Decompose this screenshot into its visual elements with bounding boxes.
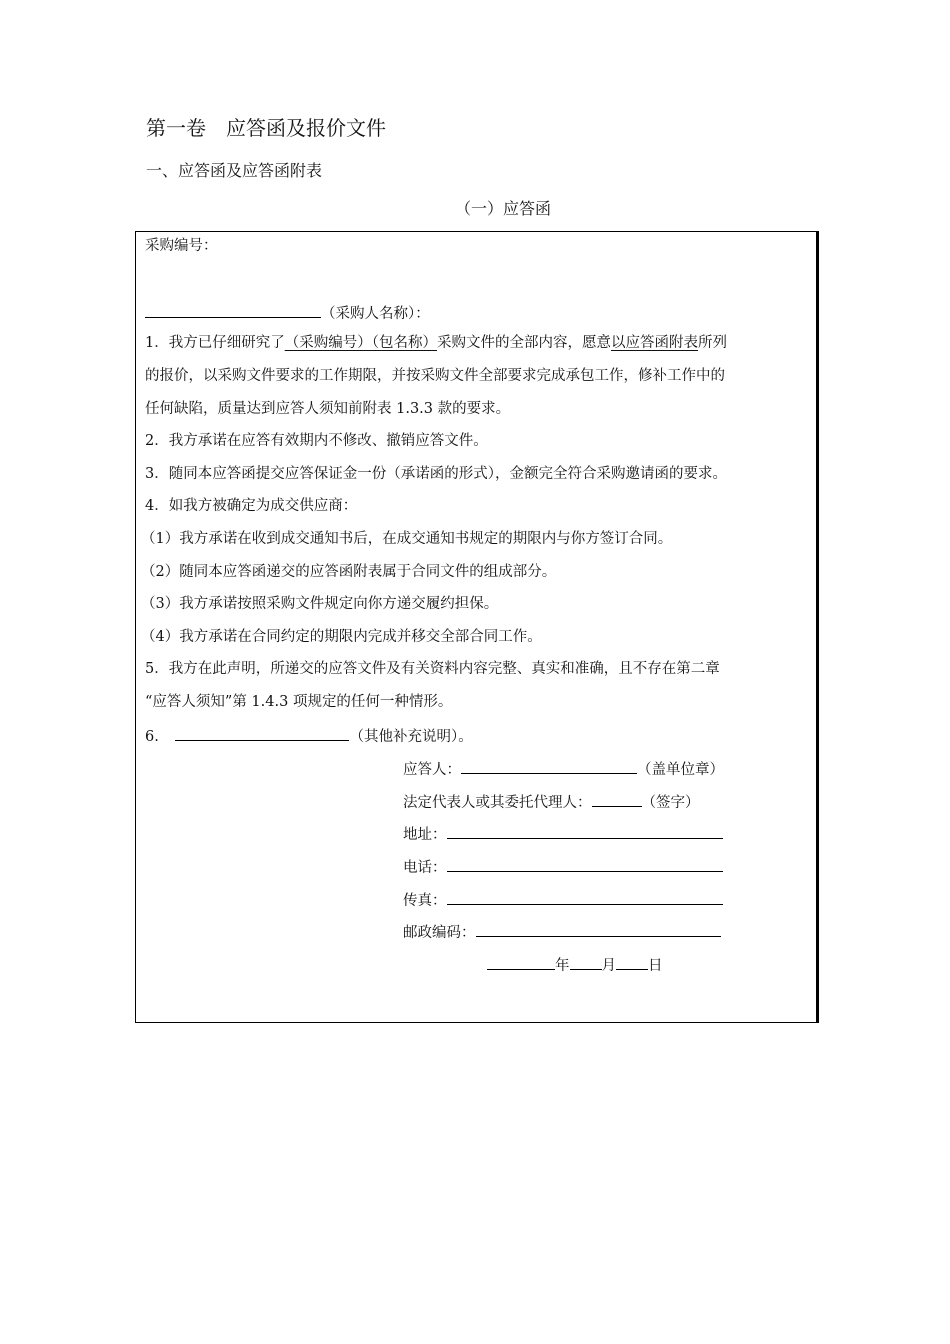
fax-row: 传真：: [403, 888, 723, 911]
postcode-row: 邮政编码：: [403, 920, 721, 943]
paragraph-1-line-2: 的报价，以采购文件要求的工作期限，并按采购文件全部要求完成承包工作，修补工作中的: [145, 368, 725, 384]
respondent-blank[interactable]: [461, 757, 637, 774]
paragraph-6: 6. （其他补充说明）。: [145, 724, 473, 747]
volume-name: 应答函及报价文件: [226, 116, 386, 140]
phone-blank[interactable]: [447, 855, 723, 872]
phone-row: 电话：: [403, 855, 723, 878]
subsection-title: （一）应答函: [454, 199, 551, 218]
date-row: 年 月 日: [487, 953, 663, 976]
address-row: 地址：: [403, 822, 723, 845]
paragraph-4-item-4: （4）我方承诺在合同约定的期限内完成并移交全部合同工作。: [141, 629, 542, 645]
year-blank[interactable]: [487, 953, 555, 970]
representative-row: 法定代表人或其委托代理人： （签字）: [403, 790, 700, 813]
day-blank[interactable]: [616, 953, 648, 970]
addressee-line: [145, 301, 430, 324]
month-blank[interactable]: [570, 953, 602, 970]
fax-blank[interactable]: [447, 888, 723, 905]
purchase-no-package-placeholder: （采购编号）（包名称）: [284, 335, 437, 351]
appendix-reference: 以应答函附表: [610, 335, 698, 351]
paragraph-5-line-1: 5．我方在此声明，所递交的应答文件及有关资料内容完整、真实和准确，且不存在第二章: [145, 661, 720, 677]
paragraph-2: 2．我方承诺在应答有效期内不修改、撤销应答文件。: [145, 433, 488, 449]
section-title: 一、应答函及应答函附表: [146, 161, 323, 180]
paragraph-3: 3．随同本应答函提交应答保证金一份（承诺函的形式），金额完全符合采购邀请函的要求。: [145, 466, 727, 482]
postcode-blank[interactable]: [476, 920, 721, 937]
paragraph-5-line-2: “应答人须知”第 1.4.3 项规定的任何一种情形。: [145, 694, 453, 710]
respondent-row: 应答人： （盖单位章）: [403, 757, 724, 780]
addressee-suffix: （采购人名称）：: [321, 306, 430, 322]
address-blank[interactable]: [447, 822, 723, 839]
paragraph-4-item-2: （2）随同本应答函递交的应答函附表属于合同文件的组成部分。: [141, 564, 557, 580]
supplementary-note-blank[interactable]: [175, 724, 349, 741]
volume-title: [146, 112, 386, 141]
representative-signature-blank[interactable]: [592, 790, 642, 807]
paragraph-4-item-1: （1）我方承诺在收到成交通知书后，在成交通知书规定的期限内与你方签订合同。: [141, 531, 673, 547]
paragraph-4-item-3: （3）我方承诺按照采购文件规定向你方递交履约担保。: [141, 596, 499, 612]
purchaser-name-blank[interactable]: [145, 301, 321, 318]
paragraph-4: 4．如我方被确定为成交供应商：: [145, 498, 358, 514]
purchase-number-label: 采购编号：: [145, 238, 218, 254]
paragraph-1-line-3: 任何缺陷，质量达到应答人须知前附表 1.3.3 款的要求。: [145, 401, 511, 417]
volume-number: 第一卷: [146, 116, 206, 140]
paragraph-1-line-1: 1．我方已仔细研究了（采购编号）（包名称）采购文件的全部内容，愿意以应答函附表所列: [145, 335, 727, 351]
